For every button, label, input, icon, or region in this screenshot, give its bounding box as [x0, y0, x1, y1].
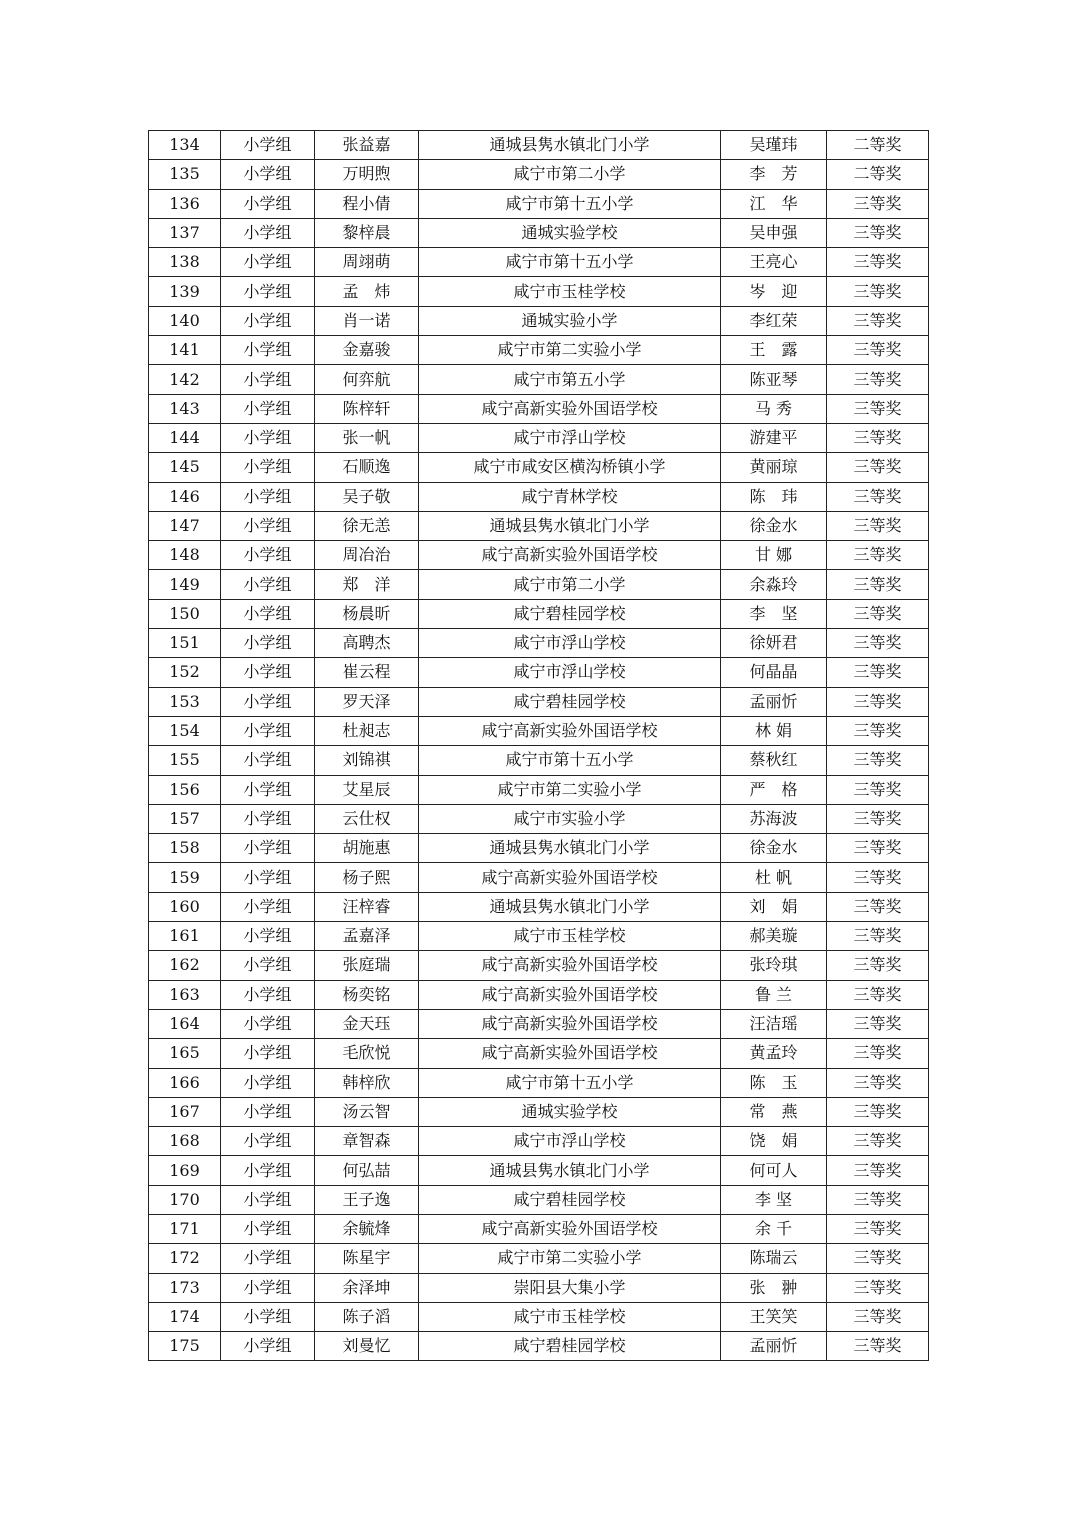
- table-row: [149, 570, 929, 599]
- group-cell: 小学组: [221, 716, 315, 745]
- student-name-cell: 高聘杰: [315, 629, 419, 658]
- table-row: [149, 189, 929, 218]
- table-row: [149, 599, 929, 628]
- teacher-cell: 常 燕: [721, 1097, 827, 1126]
- row-number-cell: 163: [149, 980, 221, 1009]
- teacher-cell: 余淼玲: [721, 570, 827, 599]
- table-row: [149, 980, 929, 1009]
- student-name-cell: 刘曼忆: [315, 1332, 419, 1361]
- teacher-cell: 鲁 兰: [721, 980, 827, 1009]
- student-name-cell: 石顺逸: [315, 453, 419, 482]
- group-cell: 小学组: [221, 922, 315, 951]
- award-cell: 三等奖: [827, 365, 929, 394]
- table-row: [149, 1244, 929, 1273]
- school-cell: 咸宁高新实验外国语学校: [419, 1039, 721, 1068]
- group-cell: 小学组: [221, 1244, 315, 1273]
- student-name-cell: 周翊萌: [315, 248, 419, 277]
- teacher-cell: 汪洁瑶: [721, 1009, 827, 1038]
- award-cell: 三等奖: [827, 716, 929, 745]
- award-cell: 三等奖: [827, 1273, 929, 1302]
- school-cell: 咸宁市浮山学校: [419, 1127, 721, 1156]
- teacher-cell: 张 翀: [721, 1273, 827, 1302]
- table-row: [149, 951, 929, 980]
- group-cell: 小学组: [221, 453, 315, 482]
- group-cell: 小学组: [221, 394, 315, 423]
- student-name-cell: 何弈航: [315, 365, 419, 394]
- student-name-cell: 孟嘉泽: [315, 922, 419, 951]
- table-row: [149, 804, 929, 833]
- award-cell: 三等奖: [827, 629, 929, 658]
- student-name-cell: 周冶治: [315, 541, 419, 570]
- school-cell: 咸宁高新实验外国语学校: [419, 863, 721, 892]
- award-cell: 三等奖: [827, 1302, 929, 1331]
- row-number-cell: 161: [149, 922, 221, 951]
- row-number-cell: 160: [149, 892, 221, 921]
- school-cell: 咸宁市第二小学: [419, 570, 721, 599]
- award-cell: 三等奖: [827, 218, 929, 247]
- group-cell: 小学组: [221, 570, 315, 599]
- award-cell: 三等奖: [827, 394, 929, 423]
- student-name-cell: 崔云程: [315, 658, 419, 687]
- row-number-cell: 174: [149, 1302, 221, 1331]
- student-name-cell: 刘锦祺: [315, 746, 419, 775]
- group-cell: 小学组: [221, 218, 315, 247]
- table-row: [149, 1214, 929, 1243]
- teacher-cell: 王 露: [721, 336, 827, 365]
- teacher-cell: 徐金水: [721, 511, 827, 540]
- table-row: [149, 541, 929, 570]
- award-cell: 二等奖: [827, 131, 929, 160]
- table-row: [149, 1009, 929, 1038]
- school-cell: 咸宁市实验小学: [419, 804, 721, 833]
- award-list-body: [149, 131, 929, 1361]
- row-number-cell: 134: [149, 131, 221, 160]
- group-cell: 小学组: [221, 189, 315, 218]
- row-number-cell: 140: [149, 306, 221, 335]
- award-cell: 三等奖: [827, 189, 929, 218]
- table-row: [149, 1273, 929, 1302]
- row-number-cell: 153: [149, 687, 221, 716]
- row-number-cell: 157: [149, 804, 221, 833]
- school-cell: 崇阳县大集小学: [419, 1273, 721, 1302]
- teacher-cell: 游建平: [721, 423, 827, 452]
- group-cell: 小学组: [221, 160, 315, 189]
- teacher-cell: 张玲琪: [721, 951, 827, 980]
- group-cell: 小学组: [221, 834, 315, 863]
- row-number-cell: 171: [149, 1214, 221, 1243]
- student-name-cell: 余毓烽: [315, 1214, 419, 1243]
- teacher-cell: 蔡秋红: [721, 746, 827, 775]
- table-row: [149, 453, 929, 482]
- school-cell: 咸宁市浮山学校: [419, 629, 721, 658]
- row-number-cell: 152: [149, 658, 221, 687]
- school-cell: 咸宁市浮山学校: [419, 423, 721, 452]
- student-name-cell: 吴子敬: [315, 482, 419, 511]
- group-cell: 小学组: [221, 629, 315, 658]
- award-cell: 三等奖: [827, 453, 929, 482]
- teacher-cell: 甘 娜: [721, 541, 827, 570]
- award-cell: 三等奖: [827, 775, 929, 804]
- student-name-cell: 云仕权: [315, 804, 419, 833]
- row-number-cell: 138: [149, 248, 221, 277]
- table-row: [149, 365, 929, 394]
- group-cell: 小学组: [221, 775, 315, 804]
- student-name-cell: 陈星宇: [315, 1244, 419, 1273]
- group-cell: 小学组: [221, 336, 315, 365]
- award-cell: 三等奖: [827, 248, 929, 277]
- group-cell: 小学组: [221, 1068, 315, 1097]
- teacher-cell: 岑 迎: [721, 277, 827, 306]
- award-cell: 三等奖: [827, 1244, 929, 1273]
- school-cell: 咸宁高新实验外国语学校: [419, 951, 721, 980]
- award-cell: 三等奖: [827, 922, 929, 951]
- student-name-cell: 徐无恙: [315, 511, 419, 540]
- table-row: [149, 834, 929, 863]
- school-cell: 通城县隽水镇北门小学: [419, 892, 721, 921]
- table-row: [149, 892, 929, 921]
- school-cell: 咸宁市第十五小学: [419, 1068, 721, 1097]
- student-name-cell: 汤云智: [315, 1097, 419, 1126]
- student-name-cell: 韩梓欣: [315, 1068, 419, 1097]
- student-name-cell: 胡施惠: [315, 834, 419, 863]
- school-cell: 咸宁高新实验外国语学校: [419, 394, 721, 423]
- teacher-cell: 吴申强: [721, 218, 827, 247]
- table-row: [149, 218, 929, 247]
- student-name-cell: 张庭瑞: [315, 951, 419, 980]
- student-name-cell: 肖一诺: [315, 306, 419, 335]
- school-cell: 通城实验学校: [419, 1097, 721, 1126]
- table-row: [149, 1068, 929, 1097]
- award-cell: 三等奖: [827, 1185, 929, 1214]
- row-number-cell: 173: [149, 1273, 221, 1302]
- student-name-cell: 金天珏: [315, 1009, 419, 1038]
- student-name-cell: 张一帆: [315, 423, 419, 452]
- school-cell: 咸宁高新实验外国语学校: [419, 1214, 721, 1243]
- school-cell: 咸宁市浮山学校: [419, 658, 721, 687]
- teacher-cell: 严 格: [721, 775, 827, 804]
- award-cell: 三等奖: [827, 1332, 929, 1361]
- group-cell: 小学组: [221, 863, 315, 892]
- table-row: [149, 277, 929, 306]
- student-name-cell: 汪梓睿: [315, 892, 419, 921]
- school-cell: 咸宁高新实验外国语学校: [419, 1009, 721, 1038]
- school-cell: 咸宁市玉桂学校: [419, 1302, 721, 1331]
- award-cell: 三等奖: [827, 980, 929, 1009]
- row-number-cell: 159: [149, 863, 221, 892]
- table-row: [149, 1039, 929, 1068]
- row-number-cell: 141: [149, 336, 221, 365]
- row-number-cell: 135: [149, 160, 221, 189]
- school-cell: 通城县隽水镇北门小学: [419, 834, 721, 863]
- table-row: [149, 658, 929, 687]
- teacher-cell: 黄孟玲: [721, 1039, 827, 1068]
- group-cell: 小学组: [221, 248, 315, 277]
- group-cell: 小学组: [221, 1214, 315, 1243]
- row-number-cell: 167: [149, 1097, 221, 1126]
- row-number-cell: 136: [149, 189, 221, 218]
- teacher-cell: 王亮心: [721, 248, 827, 277]
- row-number-cell: 168: [149, 1127, 221, 1156]
- table-row: [149, 1156, 929, 1185]
- teacher-cell: 郝美璇: [721, 922, 827, 951]
- group-cell: 小学组: [221, 1156, 315, 1185]
- group-cell: 小学组: [221, 687, 315, 716]
- school-cell: 咸宁碧桂园学校: [419, 1185, 721, 1214]
- row-number-cell: 142: [149, 365, 221, 394]
- table-row: [149, 687, 929, 716]
- row-number-cell: 146: [149, 482, 221, 511]
- school-cell: 咸宁碧桂园学校: [419, 687, 721, 716]
- teacher-cell: 余 千: [721, 1214, 827, 1243]
- table-row: [149, 248, 929, 277]
- award-cell: 三等奖: [827, 687, 929, 716]
- table-row: [149, 160, 929, 189]
- school-cell: 通城县隽水镇北门小学: [419, 1156, 721, 1185]
- teacher-cell: 杜 帆: [721, 863, 827, 892]
- teacher-cell: 黄丽琼: [721, 453, 827, 482]
- group-cell: 小学组: [221, 423, 315, 452]
- group-cell: 小学组: [221, 1273, 315, 1302]
- school-cell: 咸宁市第二实验小学: [419, 336, 721, 365]
- group-cell: 小学组: [221, 511, 315, 540]
- teacher-cell: 徐妍君: [721, 629, 827, 658]
- row-number-cell: 150: [149, 599, 221, 628]
- award-cell: 三等奖: [827, 511, 929, 540]
- student-name-cell: 黎梓晨: [315, 218, 419, 247]
- school-cell: 通城县隽水镇北门小学: [419, 131, 721, 160]
- table-row: [149, 394, 929, 423]
- row-number-cell: 170: [149, 1185, 221, 1214]
- student-name-cell: 罗天泽: [315, 687, 419, 716]
- row-number-cell: 147: [149, 511, 221, 540]
- table-row: [149, 1185, 929, 1214]
- group-cell: 小学组: [221, 1185, 315, 1214]
- student-name-cell: 程小倩: [315, 189, 419, 218]
- award-cell: 二等奖: [827, 160, 929, 189]
- teacher-cell: 陈 玮: [721, 482, 827, 511]
- table-row: [149, 131, 929, 160]
- school-cell: 咸宁高新实验外国语学校: [419, 541, 721, 570]
- row-number-cell: 148: [149, 541, 221, 570]
- group-cell: 小学组: [221, 1009, 315, 1038]
- group-cell: 小学组: [221, 658, 315, 687]
- award-cell: 三等奖: [827, 746, 929, 775]
- row-number-cell: 151: [149, 629, 221, 658]
- group-cell: 小学组: [221, 1039, 315, 1068]
- award-cell: 三等奖: [827, 804, 929, 833]
- award-cell: 三等奖: [827, 834, 929, 863]
- row-number-cell: 162: [149, 951, 221, 980]
- group-cell: 小学组: [221, 980, 315, 1009]
- group-cell: 小学组: [221, 277, 315, 306]
- school-cell: 咸宁高新实验外国语学校: [419, 980, 721, 1009]
- teacher-cell: 何晶晶: [721, 658, 827, 687]
- table-row: [149, 423, 929, 452]
- school-cell: 咸宁市玉桂学校: [419, 922, 721, 951]
- row-number-cell: 164: [149, 1009, 221, 1038]
- student-name-cell: 陈梓轩: [315, 394, 419, 423]
- award-cell: 三等奖: [827, 892, 929, 921]
- row-number-cell: 166: [149, 1068, 221, 1097]
- row-number-cell: 158: [149, 834, 221, 863]
- teacher-cell: 饶 娟: [721, 1127, 827, 1156]
- table-row: [149, 1097, 929, 1126]
- school-cell: 咸宁市第二实验小学: [419, 775, 721, 804]
- row-number-cell: 144: [149, 423, 221, 452]
- teacher-cell: 李 坚: [721, 599, 827, 628]
- teacher-cell: 陈瑞云: [721, 1244, 827, 1273]
- student-name-cell: 杨子熙: [315, 863, 419, 892]
- student-name-cell: 陈子滔: [315, 1302, 419, 1331]
- group-cell: 小学组: [221, 306, 315, 335]
- group-cell: 小学组: [221, 1302, 315, 1331]
- row-number-cell: 165: [149, 1039, 221, 1068]
- teacher-cell: 吴瑾玮: [721, 131, 827, 160]
- student-name-cell: 杨晨昕: [315, 599, 419, 628]
- teacher-cell: 孟丽忻: [721, 687, 827, 716]
- student-name-cell: 艾星辰: [315, 775, 419, 804]
- award-cell: 三等奖: [827, 306, 929, 335]
- row-number-cell: 175: [149, 1332, 221, 1361]
- school-cell: 通城县隽水镇北门小学: [419, 511, 721, 540]
- school-cell: 咸宁青林学校: [419, 482, 721, 511]
- table-row: [149, 1332, 929, 1361]
- award-cell: 三等奖: [827, 570, 929, 599]
- group-cell: 小学组: [221, 1097, 315, 1126]
- teacher-cell: 陈 玉: [721, 1068, 827, 1097]
- teacher-cell: 王笑笑: [721, 1302, 827, 1331]
- award-cell: 三等奖: [827, 1214, 929, 1243]
- school-cell: 咸宁市第五小学: [419, 365, 721, 394]
- student-name-cell: 章智森: [315, 1127, 419, 1156]
- row-number-cell: 139: [149, 277, 221, 306]
- award-cell: 三等奖: [827, 599, 929, 628]
- teacher-cell: 何可人: [721, 1156, 827, 1185]
- award-cell: 三等奖: [827, 541, 929, 570]
- award-cell: 三等奖: [827, 1097, 929, 1126]
- group-cell: 小学组: [221, 365, 315, 394]
- row-number-cell: 143: [149, 394, 221, 423]
- award-cell: 三等奖: [827, 1127, 929, 1156]
- award-list-table: [148, 130, 929, 1361]
- teacher-cell: 孟丽忻: [721, 1332, 827, 1361]
- table-row: [149, 922, 929, 951]
- group-cell: 小学组: [221, 951, 315, 980]
- student-name-cell: 毛欣悦: [315, 1039, 419, 1068]
- table-row: [149, 629, 929, 658]
- table-row: [149, 716, 929, 745]
- row-number-cell: 154: [149, 716, 221, 745]
- student-name-cell: 王子逸: [315, 1185, 419, 1214]
- school-cell: 咸宁市咸安区横沟桥镇小学: [419, 453, 721, 482]
- award-cell: 三等奖: [827, 1068, 929, 1097]
- row-number-cell: 156: [149, 775, 221, 804]
- award-cell: 三等奖: [827, 951, 929, 980]
- row-number-cell: 137: [149, 218, 221, 247]
- school-cell: 通城实验学校: [419, 218, 721, 247]
- teacher-cell: 李 坚: [721, 1185, 827, 1214]
- school-cell: 咸宁碧桂园学校: [419, 1332, 721, 1361]
- student-name-cell: 杨奕铭: [315, 980, 419, 1009]
- award-cell: 三等奖: [827, 863, 929, 892]
- student-name-cell: 杜昶志: [315, 716, 419, 745]
- table-row: [149, 511, 929, 540]
- school-cell: 咸宁碧桂园学校: [419, 599, 721, 628]
- award-cell: 三等奖: [827, 1156, 929, 1185]
- teacher-cell: 马 秀: [721, 394, 827, 423]
- group-cell: 小学组: [221, 746, 315, 775]
- school-cell: 咸宁市第十五小学: [419, 746, 721, 775]
- group-cell: 小学组: [221, 131, 315, 160]
- student-name-cell: 金嘉骏: [315, 336, 419, 365]
- teacher-cell: 李红荣: [721, 306, 827, 335]
- table-row: [149, 775, 929, 804]
- student-name-cell: 郑 洋: [315, 570, 419, 599]
- teacher-cell: 陈亚琴: [721, 365, 827, 394]
- award-cell: 三等奖: [827, 423, 929, 452]
- table-row: [149, 306, 929, 335]
- group-cell: 小学组: [221, 892, 315, 921]
- school-cell: 咸宁市第十五小学: [419, 248, 721, 277]
- teacher-cell: 林 娟: [721, 716, 827, 745]
- teacher-cell: 徐金水: [721, 834, 827, 863]
- school-cell: 咸宁市第十五小学: [419, 189, 721, 218]
- table-row: [149, 482, 929, 511]
- table-row: [149, 336, 929, 365]
- award-cell: 三等奖: [827, 336, 929, 365]
- school-cell: 咸宁市第二实验小学: [419, 1244, 721, 1273]
- row-number-cell: 149: [149, 570, 221, 599]
- school-cell: 咸宁高新实验外国语学校: [419, 716, 721, 745]
- table-row: [149, 863, 929, 892]
- group-cell: 小学组: [221, 599, 315, 628]
- group-cell: 小学组: [221, 541, 315, 570]
- student-name-cell: 张益嘉: [315, 131, 419, 160]
- student-name-cell: 万明煦: [315, 160, 419, 189]
- award-cell: 三等奖: [827, 482, 929, 511]
- teacher-cell: 苏海波: [721, 804, 827, 833]
- school-cell: 咸宁市第二小学: [419, 160, 721, 189]
- group-cell: 小学组: [221, 482, 315, 511]
- row-number-cell: 145: [149, 453, 221, 482]
- award-cell: 三等奖: [827, 658, 929, 687]
- row-number-cell: 172: [149, 1244, 221, 1273]
- teacher-cell: 江 华: [721, 189, 827, 218]
- group-cell: 小学组: [221, 1127, 315, 1156]
- award-cell: 三等奖: [827, 1039, 929, 1068]
- school-cell: 咸宁市玉桂学校: [419, 277, 721, 306]
- table-row: [149, 746, 929, 775]
- row-number-cell: 155: [149, 746, 221, 775]
- award-cell: 三等奖: [827, 1009, 929, 1038]
- table-row: [149, 1127, 929, 1156]
- student-name-cell: 余泽坤: [315, 1273, 419, 1302]
- student-name-cell: 何弘喆: [315, 1156, 419, 1185]
- row-number-cell: 169: [149, 1156, 221, 1185]
- teacher-cell: 李 芳: [721, 160, 827, 189]
- group-cell: 小学组: [221, 804, 315, 833]
- group-cell: 小学组: [221, 1332, 315, 1361]
- teacher-cell: 刘 娟: [721, 892, 827, 921]
- award-cell: 三等奖: [827, 277, 929, 306]
- school-cell: 通城实验小学: [419, 306, 721, 335]
- table-row: [149, 1302, 929, 1331]
- student-name-cell: 孟 炜: [315, 277, 419, 306]
